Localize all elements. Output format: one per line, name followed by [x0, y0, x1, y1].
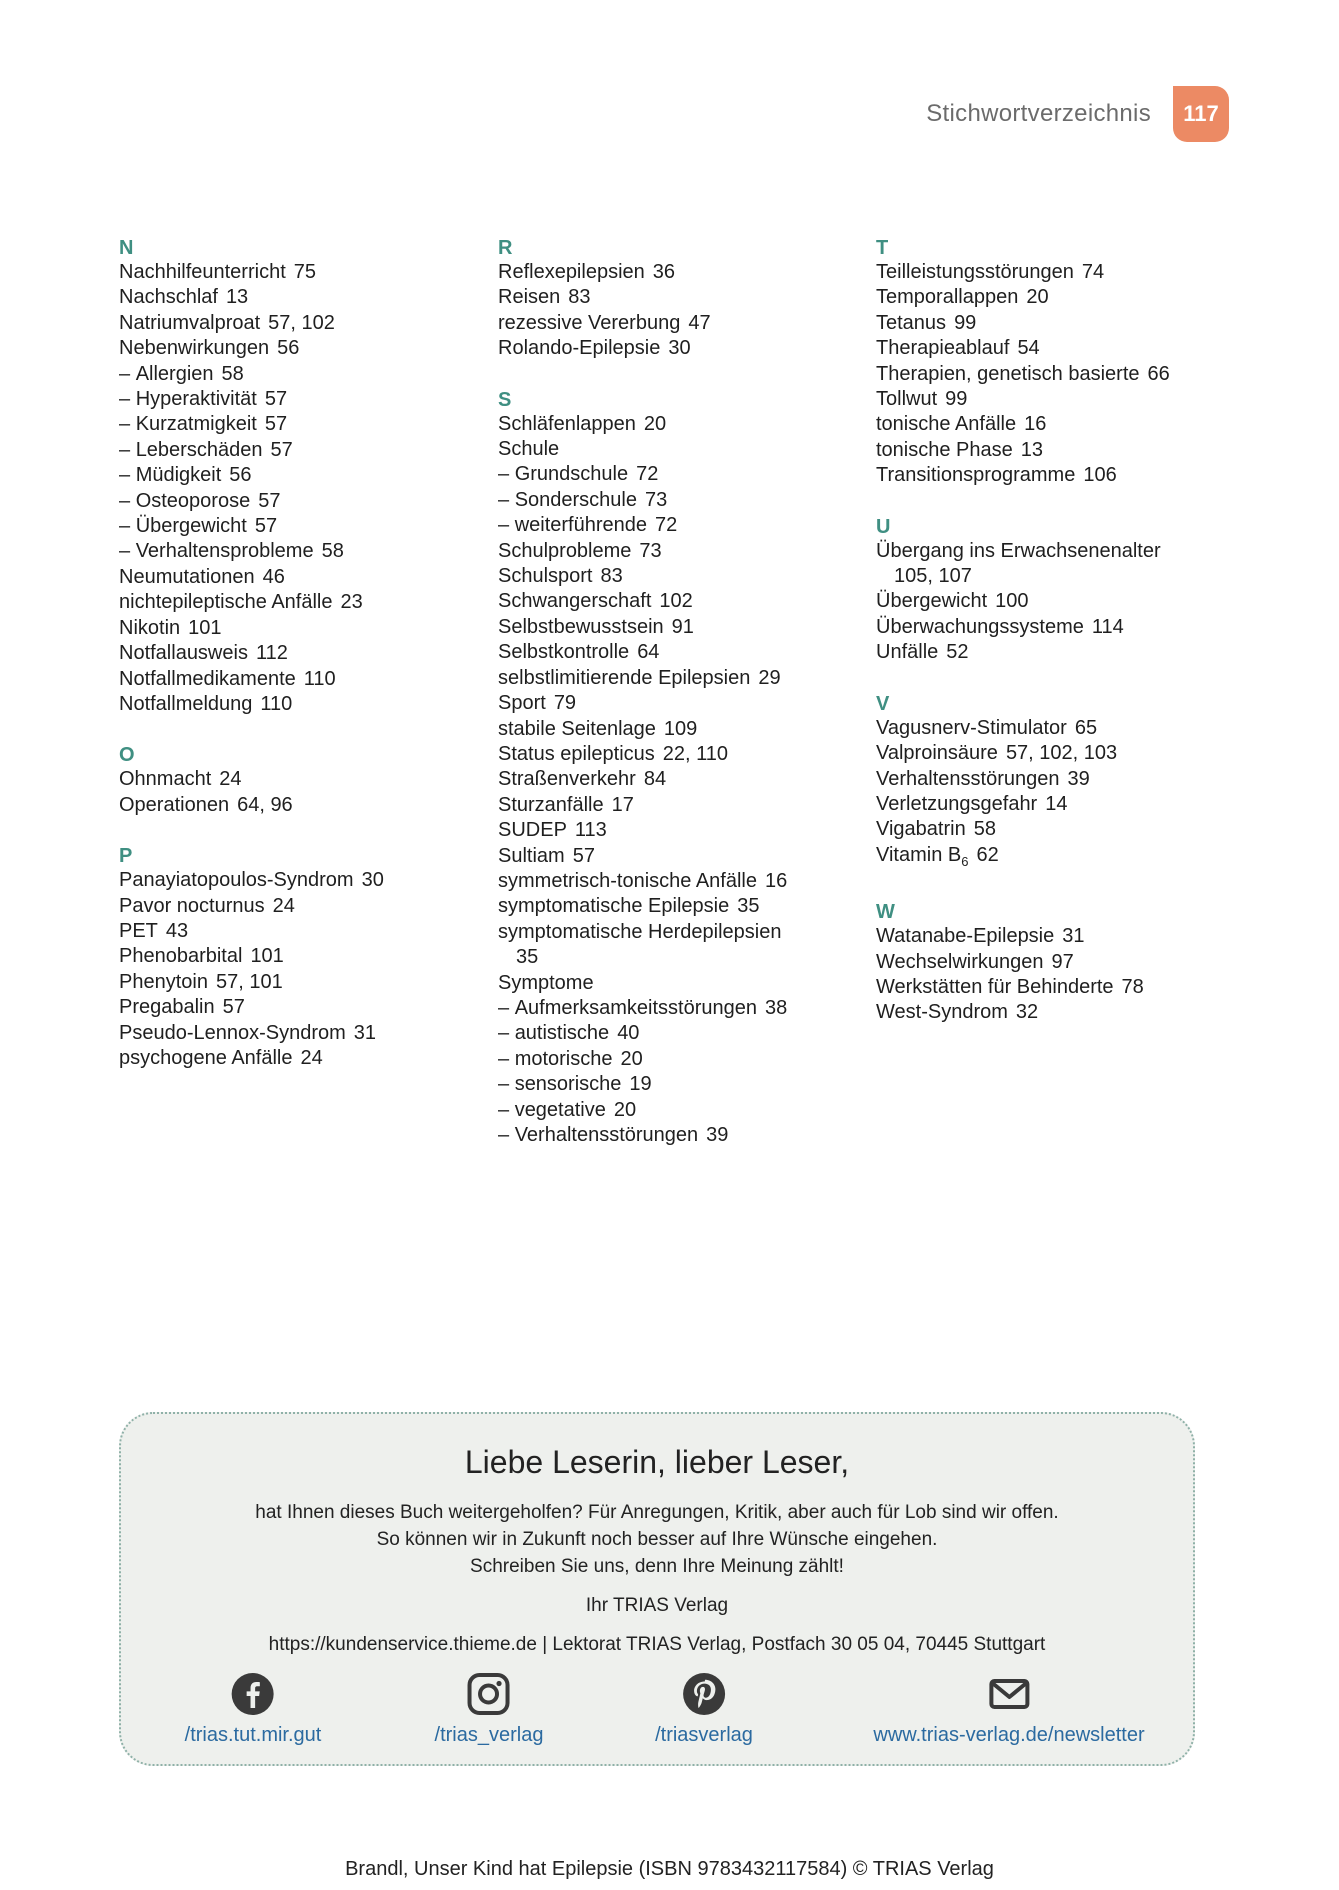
index-group: [119, 236, 479, 717]
entry-term: Straßenverkehr: [498, 768, 636, 791]
index-group: [119, 844, 479, 1071]
entry-pages: 30: [361, 869, 384, 892]
index-entry: [876, 716, 1236, 741]
entry-pages: 66: [1147, 362, 1170, 385]
index-column-1: [119, 236, 479, 1097]
entry-term: Temporallappen: [876, 286, 1019, 309]
entry-pages: 99: [954, 311, 977, 334]
entry-term: Verhaltensstörungen: [514, 1124, 699, 1146]
entry-pages: 20: [1026, 286, 1049, 309]
index-entry: [119, 539, 479, 564]
entry-term: Selbstkontrolle: [498, 641, 630, 664]
index-entry: [498, 539, 858, 564]
index-entry: [498, 920, 858, 945]
notice-body: [121, 1499, 1193, 1580]
entry-term: Phenobarbital: [119, 945, 243, 968]
mail-icon: [987, 1672, 1031, 1716]
pinterest-link[interactable]: [655, 1672, 753, 1747]
entry-term: Überwachungssysteme: [876, 615, 1084, 638]
index-group: [876, 900, 1236, 1026]
index-entry: [876, 589, 1236, 614]
notice-line: So können wir in Zukunft noch besser auf Ihre Wünsche eingehen.: [376, 1529, 938, 1550]
entry-pages: 57, 102, 103: [1005, 742, 1118, 765]
entry-pages: 22, 110: [662, 742, 729, 765]
index-entry: [498, 869, 858, 894]
index-entry: [876, 438, 1236, 463]
entry-term: Notfallmedikamente: [119, 667, 296, 690]
index-entry: [498, 717, 858, 742]
entry-term: Valproinsäure: [876, 742, 998, 765]
entry-pages: 57: [270, 438, 293, 461]
index-letter: U: [876, 515, 891, 538]
entry-pages: 31: [1062, 925, 1085, 948]
entry-pages: 110: [260, 692, 293, 715]
index-entry: [876, 792, 1236, 817]
index-entry: [119, 362, 479, 387]
index-entry: [876, 564, 1236, 589]
entry-term: SUDEP: [498, 819, 567, 842]
copyright-footer: Brandl, Unser Kind hat Epilepsie (ISBN 9783432117584) © TRIAS Verlag: [345, 1858, 994, 1880]
entry-term: Verletzungsgefahr: [876, 792, 1038, 815]
index-entry: [498, 1098, 858, 1123]
entry-term: Übergewicht: [876, 590, 988, 613]
entry-term: Osteoporose: [135, 489, 251, 512]
index-entry: [119, 260, 479, 285]
entry-term: Schule: [498, 438, 560, 461]
index-entry: [119, 641, 479, 666]
index-entry: [876, 311, 1236, 336]
entry-term: Nachhilfeunterricht: [119, 261, 286, 283]
entry-term: symptomatische Herdepilepsien: [498, 920, 782, 943]
entry-pages: 20: [613, 1098, 637, 1121]
entry-term: Allergien: [135, 362, 214, 385]
entry-term: 105, 107: [894, 565, 972, 588]
index-entry: [876, 362, 1236, 387]
index-entry: [119, 970, 479, 995]
page-number-badge: 117: [1173, 86, 1229, 142]
entry-pages: 84: [643, 768, 667, 791]
notice-line: hat Ihnen dieses Buch weitergeholfen? Für Anregungen, Kritik, aber auch für Lob sind wir offen.: [255, 1502, 1059, 1523]
index-entry: [876, 975, 1236, 1000]
entry-term: Nachschlaf: [119, 286, 218, 309]
index-letter: V: [876, 692, 890, 715]
index-entry: [876, 741, 1236, 766]
index-entry: [876, 412, 1236, 437]
entry-term: Pregabalin: [119, 996, 215, 1019]
entry-pages: 57: [222, 996, 245, 1019]
index-entry: [119, 336, 479, 361]
entry-pages: 57: [254, 515, 278, 538]
entry-term: Symptome: [498, 971, 594, 994]
entry-term: Vagusnerv-Stimulator: [876, 716, 1067, 739]
entry-term: Reisen: [498, 286, 561, 309]
index-entry: [498, 462, 858, 487]
entry-term: rezessive Vererbung: [498, 311, 681, 334]
entry-term: Reflexepilepsien: [498, 261, 645, 283]
index-letter: W: [876, 901, 895, 924]
index-entry: [119, 514, 479, 539]
index-entry: [498, 767, 858, 792]
entry-pages: 83: [568, 286, 591, 309]
entry-term: Hyperaktivität: [135, 388, 257, 411]
entry-pages: 109: [663, 717, 698, 740]
entry-pages: 73: [645, 488, 668, 511]
entry-pages: 79: [553, 692, 577, 715]
entry-pages: 16: [1024, 413, 1047, 436]
reader-notice-box: [119, 1412, 1195, 1766]
newsletter-link[interactable]: [873, 1672, 1144, 1747]
index-entry: [876, 817, 1236, 842]
entry-pages: 39: [706, 1124, 729, 1146]
index-entry: [119, 793, 479, 818]
index-entry: [119, 311, 479, 336]
pinterest-icon: [682, 1672, 726, 1716]
entry-pages: 40: [617, 1022, 640, 1045]
entry-term: symptomatische Epilepsie: [498, 895, 730, 918]
index-entry: [119, 438, 479, 463]
entry-pages: 43: [165, 919, 189, 942]
index-entry: [119, 590, 479, 615]
facebook-label: /trias.tut.mir.gut: [184, 1724, 322, 1746]
entry-pages: 52: [946, 641, 969, 664]
entry-pages: 24: [219, 768, 242, 791]
index-group: [498, 236, 858, 362]
entry-pages: 113: [574, 819, 607, 842]
entry-term: Vitamin B: [876, 843, 962, 866]
index-entry: [498, 1021, 858, 1046]
index-entry: [876, 640, 1236, 665]
page-header: [926, 88, 1229, 140]
index-entry: [876, 387, 1236, 412]
entry-pages: 100: [995, 590, 1029, 613]
entry-term: Panayiatopoulos-Syndrom: [119, 869, 354, 892]
index-entry: [876, 539, 1236, 564]
index-entry: [119, 387, 479, 412]
index-entry: [876, 285, 1236, 310]
entry-term: weiterführende: [514, 514, 647, 537]
entry-term: motorische: [514, 1047, 613, 1070]
entry-pages: 24: [300, 1046, 323, 1069]
entry-term: Pavor nocturnus: [119, 894, 265, 917]
pinterest-label: /triasverlag: [655, 1724, 753, 1746]
entry-pages: 64: [637, 641, 660, 664]
index-column-2: [498, 236, 858, 1174]
entry-pages: 114: [1091, 615, 1124, 638]
entry-pages: 47: [688, 311, 711, 334]
entry-pages: 46: [262, 565, 285, 588]
entry-pages: 38: [765, 996, 788, 1019]
entry-term: Grundschule: [514, 463, 629, 486]
index-entry: [119, 667, 479, 692]
index-entry: [119, 767, 479, 792]
index-group: [876, 515, 1236, 666]
entry-term: Verhaltensstörungen: [876, 767, 1060, 790]
entry-term: Verhaltensprobleme: [135, 540, 314, 563]
entry-term: nichtepileptische Anfälle: [119, 591, 333, 614]
newsletter-label: www.trias-verlag.de/newsletter: [873, 1724, 1145, 1746]
index-letter: T: [876, 237, 889, 259]
entry-term: 35: [516, 946, 539, 969]
entry-term: Schulsport: [498, 565, 593, 588]
index-letter: P: [119, 845, 133, 868]
social-links: [121, 1672, 1193, 1762]
entry-term: Notfallausweis: [119, 642, 248, 665]
entry-pages: 72: [636, 463, 659, 486]
entry-pages: 14: [1045, 792, 1068, 815]
index-letter: R: [498, 237, 513, 259]
entry-term: PET: [119, 919, 158, 942]
index-letter: S: [498, 388, 512, 411]
entry-term: Status epilepticus: [498, 742, 655, 765]
index-entry: [119, 868, 479, 893]
entry-pages: 39: [1067, 767, 1090, 790]
index-entry: [876, 260, 1236, 285]
entry-term: symmetrisch-tonische Anfälle: [498, 869, 757, 892]
index-entry: [498, 945, 858, 970]
entry-pages: 31: [353, 1021, 377, 1044]
entry-pages: 72: [655, 514, 678, 537]
entry-term: Wechselwirkungen: [876, 950, 1044, 973]
entry-term: autistische: [514, 1022, 610, 1045]
index-entry: [876, 924, 1236, 949]
entry-pages: 106: [1083, 464, 1117, 487]
index-entry: [498, 894, 858, 919]
entry-term: West-Syndrom: [876, 1001, 1008, 1024]
index-entry: [498, 971, 858, 996]
entry-term: Aufmerksamkeitsstörungen: [514, 996, 758, 1019]
entry-pages: 16: [764, 869, 788, 892]
index-entry: [119, 489, 479, 514]
notice-heading: Liebe Leserin, lieber Leser,: [464, 1444, 850, 1480]
entry-pages: 17: [611, 793, 634, 816]
index-column-3: [876, 236, 1236, 1052]
entry-term: Schulprobleme: [498, 539, 632, 562]
entry-pages: 83: [600, 565, 623, 588]
index-entry: [876, 767, 1236, 792]
index-entry: [119, 692, 479, 717]
index-entry: [119, 463, 479, 488]
entry-pages: 112: [255, 642, 288, 665]
index-entry: [119, 412, 479, 437]
entry-pages: 74: [1081, 261, 1105, 283]
entry-term: Unfälle: [876, 641, 939, 664]
index-entry: [498, 1047, 858, 1072]
entry-pages: 35: [737, 895, 760, 918]
entry-term: Neumutationen: [119, 565, 255, 588]
instagram-label: /trias_verlag: [434, 1724, 544, 1746]
entry-term: psychogene Anfälle: [119, 1046, 293, 1069]
index-entry: [498, 996, 858, 1021]
index-entry: [498, 691, 858, 716]
entry-term: Kurzatmigkeit: [135, 413, 257, 436]
entry-pages: 29: [758, 666, 781, 689]
index-entry: [119, 1021, 479, 1046]
index-entry: [498, 437, 858, 462]
index-entry: [119, 919, 479, 944]
entry-term: Müdigkeit: [135, 464, 222, 487]
entry-pages: 91: [671, 615, 694, 638]
index-entry: [498, 793, 858, 818]
index-letter: N: [119, 237, 134, 259]
entry-term: Rolando-Epilepsie: [498, 337, 661, 360]
entry-pages: 73: [639, 539, 662, 562]
index-letter: O: [119, 744, 135, 767]
index-entry: [498, 1072, 858, 1097]
entry-term: Teilleistungsstörungen: [876, 261, 1074, 283]
entry-pages: 23: [340, 591, 363, 614]
entry-pages: 13: [225, 286, 249, 309]
instagram-link[interactable]: [435, 1672, 544, 1747]
index-entry: [119, 995, 479, 1020]
entry-pages: 101: [250, 945, 284, 968]
entry-term: Transitionsprogramme: [876, 464, 1076, 487]
entry-term: Notfallmeldung: [119, 692, 253, 715]
entry-term: Vigabatrin: [876, 818, 966, 841]
entry-term: Leberschäden: [135, 438, 263, 461]
instagram-icon: [467, 1672, 511, 1716]
entry-term: Pseudo-Lennox-Syndrom: [119, 1021, 346, 1044]
index-entry: [119, 944, 479, 969]
facebook-link[interactable]: [185, 1672, 322, 1747]
entry-pages: 101: [188, 616, 222, 639]
entry-term: vegetative: [514, 1098, 606, 1121]
index-group: [876, 692, 1236, 874]
entry-pages: 99: [945, 388, 968, 411]
notice-signature: Ihr TRIAS Verlag: [585, 1595, 729, 1616]
entry-pages: 97: [1051, 950, 1074, 973]
index-entry: [876, 336, 1236, 361]
index-entry: [498, 589, 858, 614]
index-group: [498, 388, 858, 1149]
entry-term: Phenytoin: [119, 970, 208, 993]
index-entry: [498, 285, 858, 310]
entry-term: Ohnmacht: [119, 768, 212, 791]
index-entry: [498, 615, 858, 640]
index-entry: [498, 742, 858, 767]
entry-pages: 24: [272, 894, 295, 917]
index-entry: [498, 818, 858, 843]
index-entry: [498, 640, 858, 665]
index-entry: [498, 1123, 858, 1148]
index-entry: [876, 463, 1236, 488]
entry-term: Übergewicht: [135, 515, 247, 538]
entry-pages: 58: [973, 818, 996, 841]
index-entry: [119, 1046, 479, 1071]
entry-pages: 32: [1015, 1001, 1039, 1024]
entry-term: Schläfenlappen: [498, 412, 636, 435]
entry-pages: 20: [643, 412, 667, 435]
entry-pages: 75: [293, 261, 316, 283]
entry-pages: 19: [629, 1073, 652, 1096]
entry-term: Schwangerschaft: [498, 590, 652, 613]
index-entry: [876, 615, 1236, 640]
index-entry: [119, 894, 479, 919]
index-entry: [498, 311, 858, 336]
entry-term: Watanabe-Epilepsie: [876, 925, 1055, 948]
index-entry: [498, 336, 858, 361]
entry-pages: 65: [1074, 716, 1098, 739]
entry-pages: 57: [264, 388, 288, 411]
index-entry: [498, 488, 858, 513]
index-entry: [498, 564, 858, 589]
entry-term: Natriumvalproat: [119, 311, 261, 334]
entry-term: sensorische: [514, 1073, 622, 1096]
entry-term: Therapieablauf: [876, 337, 1010, 360]
entry-pages: 57: [572, 844, 595, 867]
index-entry: [498, 666, 858, 691]
entry-pages: 54: [1017, 337, 1040, 360]
entry-term: Tollwut: [876, 388, 938, 411]
entry-subscript: 6: [961, 853, 969, 869]
index-entry: [498, 513, 858, 538]
entry-term: Therapien, genetisch basierte: [876, 362, 1140, 385]
entry-term: Selbstbewusstsein: [498, 615, 664, 638]
index-entry: [498, 412, 858, 437]
index-group: [876, 236, 1236, 489]
notice-contact: https://kundenservice.thieme.de | Lektorat TRIAS Verlag, Postfach 30 05 04, 70445 Stuttgart: [268, 1634, 1046, 1655]
entry-term: tonische Anfälle: [876, 413, 1017, 436]
entry-pages: 78: [1121, 975, 1144, 998]
entry-term: Werkstätten für Behinderte: [876, 975, 1114, 998]
index-entry: [119, 616, 479, 641]
entry-term: Übergang ins Erwachsenenalter: [876, 539, 1161, 562]
entry-term: Sport: [498, 692, 546, 715]
entry-pages: 110: [303, 667, 336, 690]
entry-pages: 57, 101: [215, 970, 283, 993]
entry-term: selbstlimitierende Epilepsien: [498, 666, 751, 689]
entry-term: Tetanus: [876, 311, 947, 334]
entry-term: Sonderschule: [514, 488, 637, 511]
entry-pages: 58: [321, 540, 344, 563]
entry-pages: 13: [1020, 438, 1044, 461]
index-entry: [119, 285, 479, 310]
entry-pages: 62: [976, 843, 999, 866]
notice-line: Schreiben Sie uns, denn Ihre Meinung zählt!: [470, 1556, 844, 1577]
entry-term: Operationen: [119, 793, 230, 816]
entry-pages: 57, 102: [268, 311, 335, 334]
entry-term: tonische Phase: [876, 438, 1013, 461]
index-entry: [876, 843, 1236, 874]
facebook-icon: [231, 1672, 275, 1716]
entry-pages: 56: [229, 464, 252, 487]
index-entry: [119, 565, 479, 590]
entry-pages: 64, 96: [237, 793, 293, 816]
index-entry: [876, 950, 1236, 975]
entry-pages: 20: [620, 1047, 643, 1070]
entry-pages: 30: [668, 337, 691, 360]
entry-term: stabile Seitenlage: [498, 717, 656, 740]
entry-pages: 57: [258, 489, 281, 512]
index-entry: [498, 844, 858, 869]
entry-term: Sultiam: [498, 844, 565, 867]
index-entry: [498, 260, 858, 285]
index-entry: [876, 1000, 1236, 1025]
entry-pages: 36: [652, 261, 676, 283]
entry-term: Nebenwirkungen: [119, 337, 270, 360]
entry-term: Sturzanfälle: [498, 793, 604, 816]
index-group: [119, 743, 479, 818]
entry-pages: 56: [277, 337, 300, 360]
entry-pages: 58: [221, 362, 244, 385]
entry-pages: 57: [264, 413, 288, 436]
entry-term: Nikotin: [119, 616, 181, 639]
section-title: Stichwortverzeichnis: [926, 100, 1151, 127]
entry-pages: 102: [659, 590, 693, 613]
